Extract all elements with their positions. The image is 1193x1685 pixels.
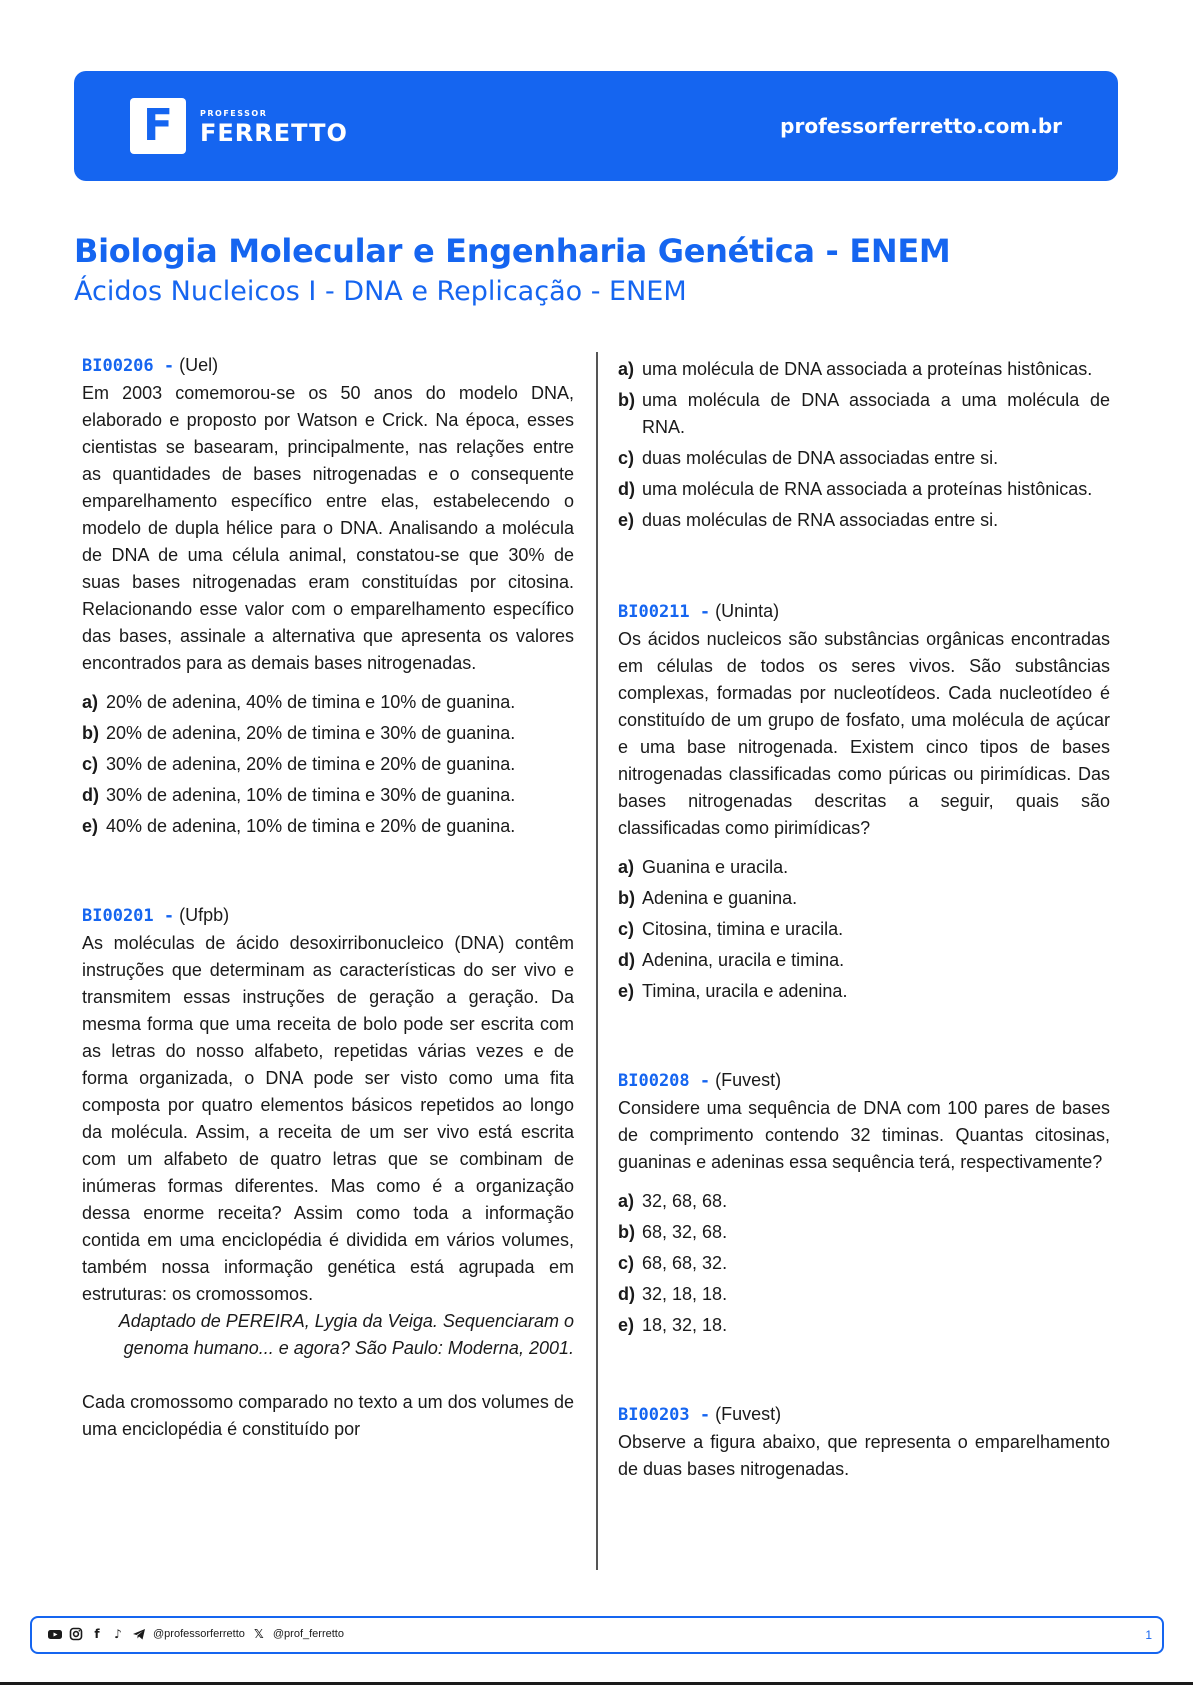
alternative-d[interactable]: d) 30% de adenina, 10% de timina e 30% de guanina. [82,785,516,805]
question-bi00211 [618,598,1110,1005]
question-source: (Uninta) [715,601,780,621]
brand-name: FERRETTO [200,119,348,147]
right-column [618,356,1110,1483]
alternative-d[interactable]: d) uma molécula de RNA associada a proteínas histônicas. [618,479,1093,499]
social-icons [48,1627,344,1641]
question-text: As moléculas de ácido desoxirribonucleico (DNA) contêm instruções que determinam as características do ser vivo e transmitem essas instruções de geração a geração. Da mesma forma que uma receita de bolo pode ser escrita com as letras do nosso alfabeto, repetidas várias vezes e de forma organizada, o DNA pode ser visto como uma fita composta por quatro elementos básicos repetidos ao longo da molécula. Assim, a receita de um ser vivo está escrita com um alfabeto de quatro letras que se combinam de inúmeras formas diferentes. Mas como é a organização dessa enorme receita? Assim como toda a informação contida em uma enciclopédia é dividida em vários volumes, também nossa informação genética está agrupada em estruturas: os cromossomos. [82,933,574,1304]
alternative-b[interactable]: b) Adenina e guanina. [618,888,798,908]
alternative-e[interactable]: e) 18, 32, 18. [618,1315,728,1335]
alternative-c[interactable]: c) duas moléculas de DNA associadas entre si. [618,448,999,468]
column-divider [596,352,598,1570]
question-text: Considere uma sequência de DNA com 100 pares de bases de comprimento contendo 32 timinas. Quantas citosinas, guaninas e adeninas essa sequência terá, respectivamente? [618,1098,1110,1172]
document-subtitle: Ácidos Nucleicos I - DNA e Replicação - ENEM [74,276,687,307]
question-text: Observe a figura abaixo, que representa o emparelhamento de duas bases nitrogenadas. [618,1432,1110,1479]
alternative-a[interactable]: a) 20% de adenina, 40% de timina e 10% de guanina. [82,692,516,712]
question-code: BI00208 - [618,1071,711,1091]
question-code: BI00206 - [82,356,175,376]
alternative-c[interactable]: c) 30% de adenina, 20% de timina e 20% de guanina. [82,754,516,774]
question-source: (Fuvest) [715,1070,782,1090]
question-citation: Adaptado de PEREIRA, Lygia da Veiga. Sequenciaram o genoma humano... e agora? São Paulo: Moderna, 2001. [118,1311,574,1358]
brand-small: PROFESSOR [200,109,268,118]
left-column [82,352,574,1443]
alternative-b[interactable]: b) uma molécula de DNA associada a uma molécula de RNA. [618,390,1110,437]
document-title: Biologia Molecular e Engenharia Genética - ENEM [74,232,951,270]
question-source: (Ufpb) [179,905,230,925]
alternative-e[interactable]: e) duas moléculas de RNA associadas entre si. [618,510,999,530]
question-bi00201 [82,902,574,1443]
alternative-c[interactable]: c) 68, 68, 32. [618,1253,728,1273]
youtube-icon[interactable] [48,1627,62,1641]
header-banner [74,71,1118,181]
alternatives-list [618,1188,1110,1339]
alternative-c[interactable]: c) Citosina, timina e uracila. [618,919,844,939]
instagram-icon[interactable] [69,1627,83,1641]
question-text: Os ácidos nucleicos são substâncias orgânicas encontradas em células de todos os seres vivos. São substâncias complexas, formadas por nucleotídeos. Cada nucleotídeo é constituído de um grupo de fosfato, uma molécula de açúcar e uma base nitrogenada. Existem cinco tipos de bases nitrogenadas classificadas como púricas ou pirimídicas. Das bases nitrogenadas descritas a seguir, quais são classificadas como pirimídicas? [618,629,1110,838]
x-icon[interactable]: 𝕏 [254,1627,264,1641]
question-bi00208 [618,1067,1110,1339]
tiktok-icon[interactable]: ♪ [114,1627,122,1641]
alternative-e[interactable]: e) 40% de adenina, 10% de timina e 20% de guanina. [82,816,516,836]
alternatives-list [82,689,574,840]
question-text: Em 2003 comemorou-se os 50 anos do modelo DNA, elaborado e proposto por Watson e Crick. Na época, esses cientistas se basearam, principalmente, nas relações entre as quantidades de bases nitrogenadas e o consequente emparelhamento específico entre elas, estabelecendo o modelo de dupla hélice para o DNA. Analisando a molécula de DNA de uma célula animal, constatou-se que 30% de suas bases nitrogenadas eram constituídas por citosina. Relacionando esse valor com o emparelhamento específico das bases, assinale a alternativa que apresenta os valores encontrados para as demais bases nitrogenadas. [82,383,574,673]
alternative-b[interactable]: b) 20% de adenina, 20% de timina e 30% de guanina. [82,723,516,743]
x-handle[interactable]: @prof_ferretto [272,1628,344,1640]
alternative-a[interactable]: a) 32, 68, 68. [618,1191,728,1211]
social-handle[interactable]: @professorferretto [153,1628,245,1640]
alternative-d[interactable]: d) Adenina, uracila e timina. [618,950,845,970]
alternative-e[interactable]: e) Timina, uracila e adenina. [618,981,848,1001]
question-bi00206 [82,352,574,840]
telegram-icon[interactable] [132,1627,146,1641]
question-code: BI00201 - [82,906,175,926]
question-source: (Fuvest) [715,1404,782,1424]
alternative-d[interactable]: d) 32, 18, 18. [618,1284,728,1304]
alternative-a[interactable]: a) uma molécula de DNA associada a proteínas histônicas. [618,359,1093,379]
alternative-b[interactable]: b) 68, 32, 68. [618,1222,728,1242]
alternatives-list [618,854,1110,1005]
question-code: BI00203 - [618,1405,711,1425]
question-bi00203 [618,1401,1110,1483]
facebook-icon[interactable]: f [94,1627,100,1641]
question-code: BI00211 - [618,602,711,622]
footer-bar [30,1616,1164,1654]
question-prompt: Cada cromossomo comparado no texto a um dos volumes de uma enciclopédia é constituído por [82,1392,574,1439]
alternatives-list-bi00201 [618,356,1110,534]
logo-icon: F [130,98,186,154]
alternative-a[interactable]: a) Guanina e uracila. [618,857,789,877]
question-source: (Uel) [179,355,219,375]
page-number: 1 [1145,1628,1152,1642]
site-url[interactable]: professorferretto.com.br [780,114,1062,138]
